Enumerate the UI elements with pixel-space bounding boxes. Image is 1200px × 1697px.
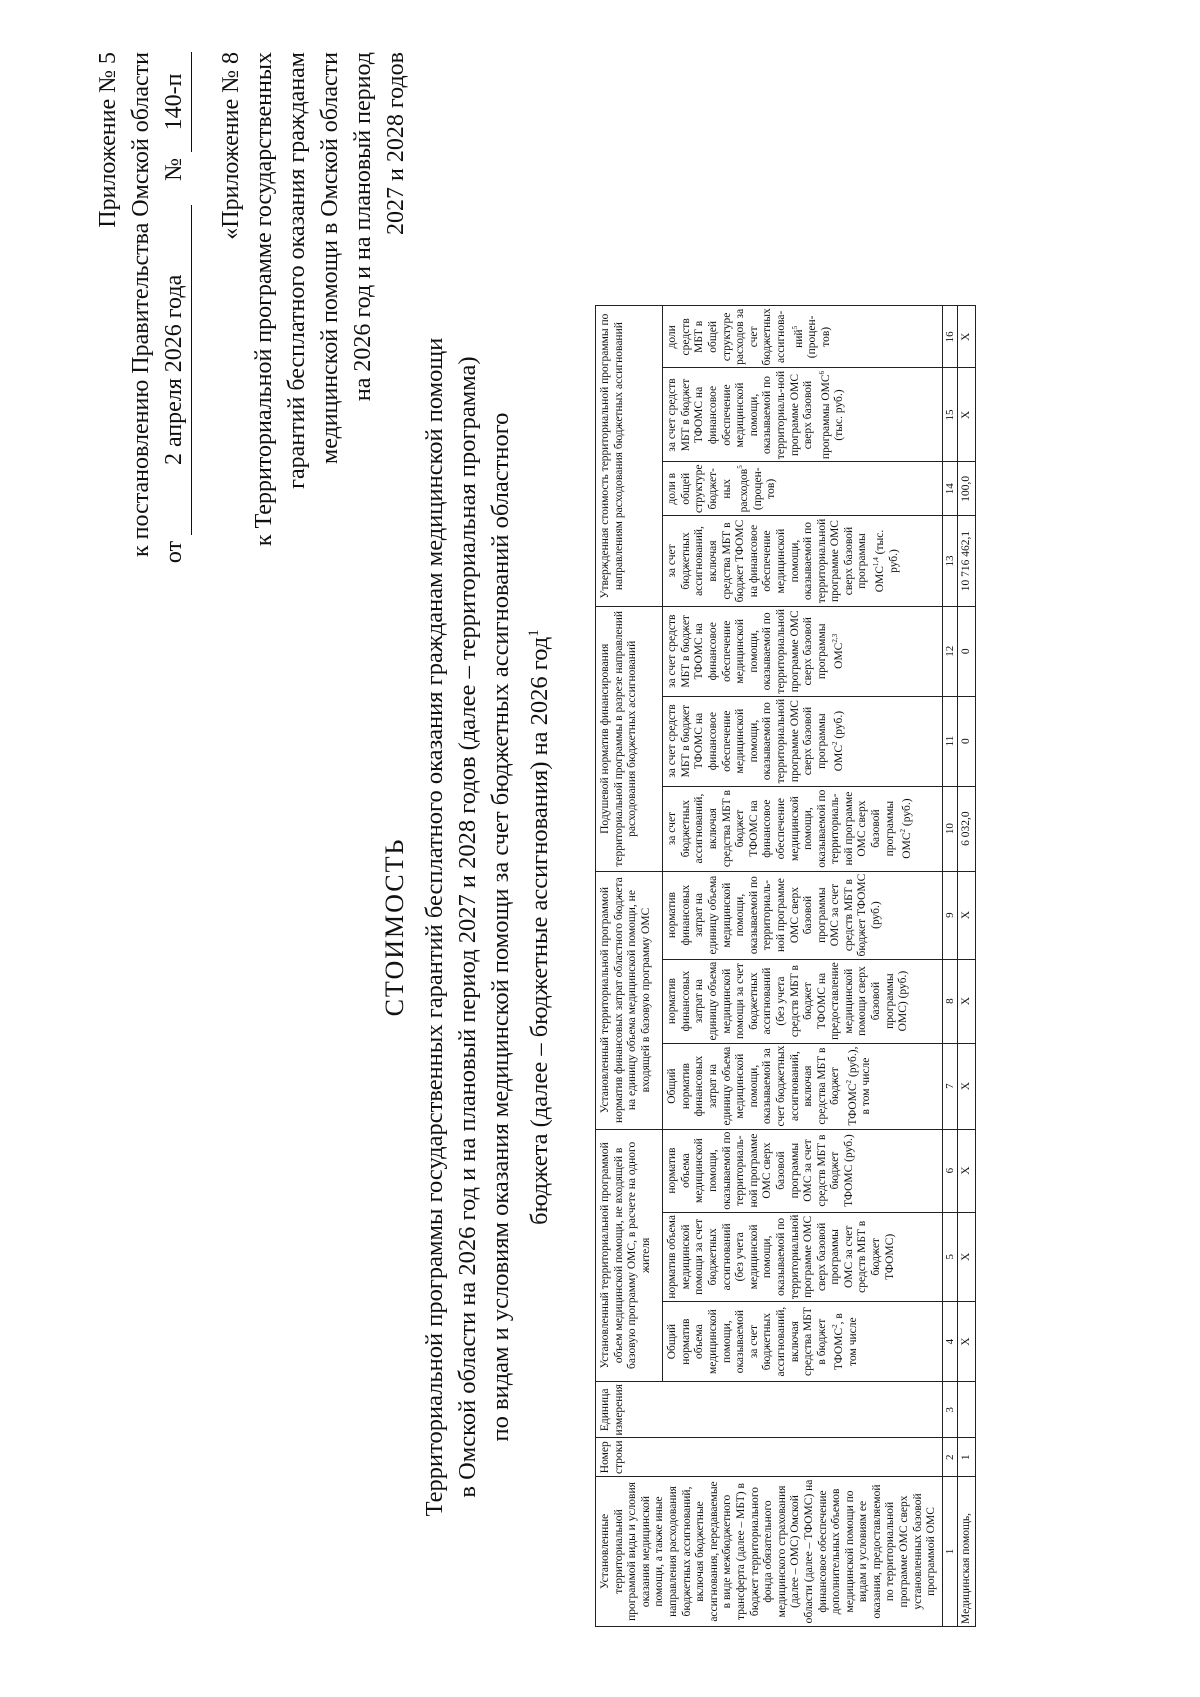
subheader-c15 [663, 368, 943, 462]
table-cell: 100,0 [957, 462, 976, 516]
column-number: 13 [942, 516, 957, 607]
table-cell: X [957, 871, 976, 959]
subheader-text: (руб.) [901, 798, 914, 829]
subheader-text: Общий норматив объема медицинской помощи, оказываемой за счет бюджетных ассигнований, включая средства МБТ в бюджет ТФОМС [666, 1306, 846, 1377]
subheader-text: (процен-тов) [751, 467, 778, 511]
document-title [380, 307, 556, 1547]
footnote-ref: 5 [790, 325, 799, 330]
subheader-c5: норматив объема медицинской помощи за счет бюджетных ассигнований (без учета медицинской помощи, оказываемой по территориальной программе ОМС сверх базовой программы ОМС за счет средств МБТ в бюджет ТФОМС) [663, 1212, 943, 1302]
table-cell: X [957, 306, 976, 368]
prior-appendix-number: «Приложение № 8 [218, 52, 244, 240]
prior-appendix-line: 2027 и 2028 годов [383, 52, 409, 235]
table-cell [957, 1382, 976, 1438]
date-prefix: от [161, 540, 187, 564]
column-number: 15 [942, 368, 957, 462]
table-cell: X [957, 1212, 976, 1302]
subheader-c16 [663, 306, 943, 368]
row-label: Медицинская помощь, [957, 1477, 976, 1627]
title-line: Территориальной программы государственных гарантий бесплатного оказания гражданам медицинской помощи [421, 337, 448, 1517]
title-line-text: бюджета (далее – бюджетные ассигнования) на 2026 год [526, 636, 554, 1225]
subheader-c14 [663, 462, 943, 516]
table-cell: 0 [957, 696, 976, 786]
column-number: 1 [942, 1477, 957, 1627]
subheader-text: , в том числе [833, 1313, 859, 1366]
column-number: 3 [942, 1382, 957, 1438]
footnote-ref: 2 [844, 1079, 853, 1084]
appendix-date-line [158, 52, 192, 812]
table-cell: X [957, 1129, 976, 1212]
decree-date: 2 апреля 2026 года [158, 205, 192, 535]
header-per-capita-group: Подушевой норматив финансирования территориальной программы в разрезе направлений расходования бюджетных ассигнований [596, 607, 663, 872]
subheader-text: (руб.), в том числе [846, 1046, 873, 1115]
subheader-text: (тыс. руб.) [873, 529, 900, 573]
title-heading: СТОИМОСТЬ [380, 837, 409, 1017]
header-unit: Единица измерения [596, 1382, 943, 1438]
subheader-text: (тыс. руб.) [833, 389, 846, 441]
footnote-ref: 2 [831, 741, 840, 745]
subheader-c7 [663, 1043, 943, 1129]
header-type-of-care: Установленные территориальной программой виды и условия оказания медицинской помощи, а также иные направления расходования бюджетных ассигнований, включая бюджетные ассигнования, передаваемые в виде межбюджетного трансферта (далее – МБТ) в бюджет территориального фонда обязательного медицинского страхования (далее – ОМС) Омской области (далее – ТФОМС) на финансовое обеспечение дополнительных объемов медицинской помощи по видам и условиям ее оказания, предоставляемой по территориальной программе ОМС сверх установленных базовой программой ОМС [596, 1477, 943, 1627]
appendix-number: Приложение № 5 [95, 52, 121, 228]
column-number: 6 [942, 1129, 957, 1212]
appendix-header [92, 52, 192, 812]
column-number: 2 [942, 1438, 957, 1477]
subheader-c8: норматив финансовых затрат на единицу объема медицинской помощи за счет бюджетных ассигнований (без учета средств МБТ в бюджет ТФОМС на предоставление медицинской помощи сверх базовой программы ОМС) (руб.) [663, 959, 943, 1043]
subheader-c6: норматив объема медицинской помощи, оказываемой по территориаль-ной программе ОМС сверх базовой программы ОМС за счет средств МБТ в бюджет ТФОМС (руб.) [663, 1129, 943, 1212]
cost-table [595, 305, 976, 1627]
header-row-number: Номер строки [596, 1438, 943, 1477]
header-cost-group: Установленный территориальной программой норматив финансовых затрат областного бюджета на единицу объема медицинской помощи, не входящей в базовую программу ОМС [596, 871, 663, 1129]
header-approved-cost-group: Утвержденная стоимость территориальной программы по направлениям расходования бюджетных ассигнований [596, 306, 663, 607]
column-number-row [942, 306, 957, 1627]
subheader-text: (процен-тов) [805, 315, 832, 359]
subheader-text: за счет средств МБТ в бюджет ТФОМС на финансовое обеспечение медицинской помощи, оказываемой по территориальной программе ОМС сверх базовой программы ОМС [666, 698, 846, 784]
table-cell: X [957, 368, 976, 462]
decree-number: 140-п [158, 52, 192, 152]
table-cell: 6 032,0 [957, 786, 976, 871]
subheader-text: доли в общей структуре бюджет-ных расходов [666, 464, 750, 514]
footnote-ref: 6 [817, 370, 826, 375]
subheader-text: за счет средств МБТ в бюджет ТФОМС на финансовое обеспечение медицинской помощи, оказываемой по территориаль-ной программе ОМС сверх базовой программы ОМС [666, 370, 832, 460]
subheader-text: (руб.) [833, 710, 846, 742]
column-number: 8 [942, 959, 957, 1043]
subheader-c12 [663, 607, 943, 697]
title-line [517, 307, 556, 1547]
subheader-text: за счет бюджетных ассигнований, включая средства МБТ в бюджет ТФОМС на финансовое обеспечение медицинской помощи, оказываемой по территориаль-ной программе ОМС сверх базовой программы ОМС [666, 789, 914, 868]
subheader-c13 [663, 516, 943, 607]
table-cell: 0 [957, 607, 976, 697]
subheader-c11 [663, 696, 943, 786]
header-volume-group: Установленный территориальной программой объем медицинской помощи, не входящей в базовую программу ОМС, в расчете на одного жителя [596, 1129, 663, 1382]
footnote-ref: 2,3 [831, 633, 840, 643]
column-number: 4 [942, 1302, 957, 1382]
title-line: в Омской области на 2026 год и на плановый период 2027 и 2028 годов (далее – территориальная программа) [454, 356, 481, 1498]
column-number: 14 [942, 462, 957, 516]
footnote-ref: 5 [736, 465, 745, 469]
subheader-text: Общий норматив финансовых затрат на единицу объема медицинской помощи, оказываемой за счет бюджетных ассигнований, включая средства МБТ в бюджет ТФОМС [666, 1045, 859, 1127]
table-cell: X [957, 1043, 976, 1129]
prior-appendix-line: к Территориальной программе государственных [251, 52, 277, 547]
title-line: по видам и условиям оказания медицинской помощи за счет бюджетных ассигнований областного [487, 412, 514, 1442]
column-number: 5 [942, 1212, 957, 1302]
appendix-decree: к постановлению Правительства Омской области [128, 52, 154, 558]
subheader-c10 [663, 786, 943, 871]
table-cell: 1 [957, 1438, 976, 1477]
column-number: 9 [942, 871, 957, 959]
footnote-ref: 1 [525, 629, 542, 637]
subheader-c4 [663, 1302, 943, 1382]
subheader-text: доли средств МБТ в общей структуре расходов за счет бюджетных ассигнова-ний [666, 308, 805, 366]
table-cell: X [957, 1302, 976, 1382]
table-cell: 10 716 462,1 [957, 516, 976, 607]
table-cell: X [957, 959, 976, 1043]
header-row [596, 306, 663, 1627]
prior-appendix-line: гарантий бесплатного оказания гражданам [284, 52, 310, 489]
column-number: 16 [942, 306, 957, 368]
footnote-ref: 1,4 [872, 557, 881, 567]
column-number: 10 [942, 786, 957, 871]
table-row [957, 306, 976, 1627]
prior-appendix-line: медицинской помощи в Омской области [317, 52, 343, 464]
column-number: 11 [942, 696, 957, 786]
subheader-text: за счет средств МБТ в бюджет ТФОМС на финансовое обеспечение медицинской помощи, оказываемой по территориальной программе ОМС сверх базовой программы ОМС [666, 609, 846, 694]
subheader-c9: норматив финансовых затрат на единицу объема медицинской помощи, оказываемой по территориаль-ной программе ОМС сверх базовой программы ОМС за счет средств МБТ в бюджет ТФОМС (руб.) [663, 871, 943, 959]
footnote-ref: 2 [831, 1324, 840, 1328]
column-number: 7 [942, 1043, 957, 1129]
subheader-text: за счет бюджетных ассигнований, включая средства МБТ в бюджет ТФОМС на финансовое обеспечение медицинской помощи, оказываемой по территориальной программе ОМС сверх базовой программы ОМС [666, 518, 886, 604]
number-prefix: № [161, 158, 187, 181]
footnote-ref: 2 [899, 828, 908, 833]
column-number: 12 [942, 607, 957, 697]
prior-appendix-line: на 2026 год и на плановый период [350, 52, 376, 402]
